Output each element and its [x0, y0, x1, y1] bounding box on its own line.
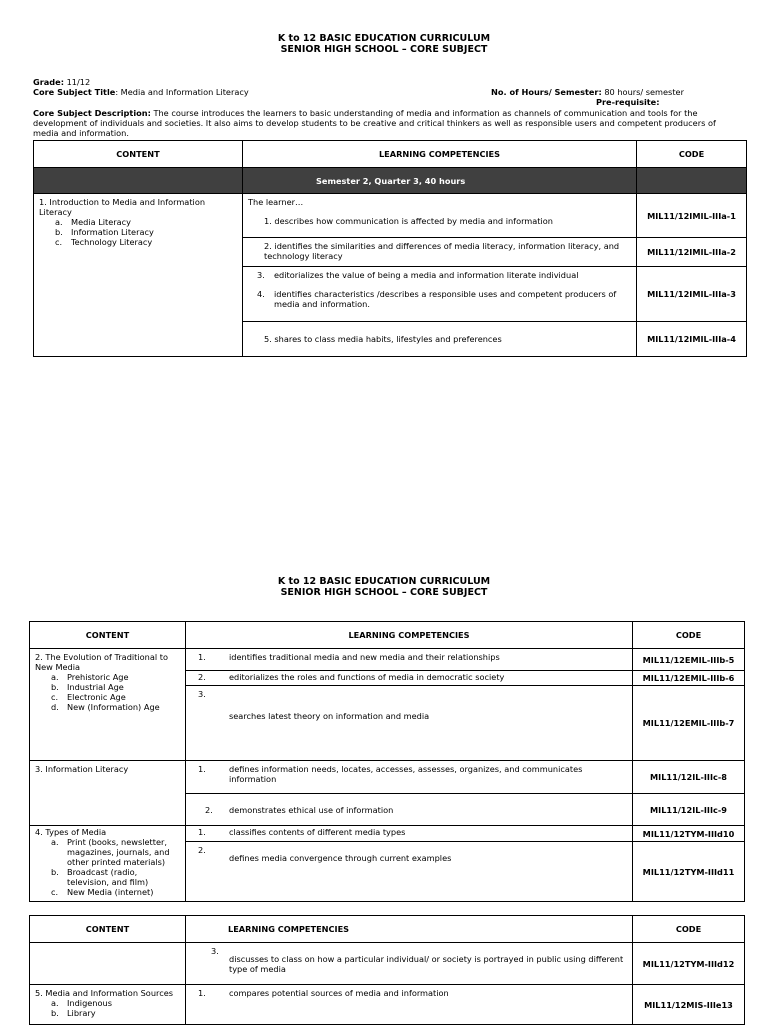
competency-cell — [186, 671, 633, 686]
content-cell-blank — [30, 943, 186, 985]
list-item: a. Prehistoric Age — [51, 672, 129, 682]
subject-title-label: Core Subject Title — [33, 87, 116, 97]
content-header: CONTENT — [34, 141, 243, 168]
prerequisite-label: Pre-requisite: — [596, 97, 660, 107]
content2-title: 2. The Evolution of Traditional to New Media — [35, 652, 168, 672]
list-item: a. Indigenous — [51, 998, 112, 1008]
description-label: Core Subject Description: — [33, 108, 151, 118]
semester-code-blank — [637, 168, 747, 194]
hours-value: 80 hours/ semester — [604, 87, 684, 97]
code-cell: MIL11/12TYM-IIId10 — [633, 826, 745, 842]
competency-1-text: 1. describes how communication is affected by media and information — [264, 216, 553, 226]
competency-3: 3. editorializes the value of being a media and information literate individual — [257, 270, 579, 280]
content5-list — [35, 998, 180, 1018]
content-cell-5 — [30, 985, 186, 1025]
content-header: CONTENT — [30, 622, 186, 649]
page1-title-line2: SENIOR HIGH SCHOOL – CORE SUBJECT — [280, 43, 488, 55]
list-item: b. Broadcast (radio, television, and film) — [51, 867, 149, 887]
list-item: d. New (Information) Age — [51, 702, 160, 712]
competency-cell — [186, 649, 633, 671]
page2-title — [0, 577, 768, 599]
list-item: b. Library — [51, 1008, 96, 1018]
code-cell-3: MIL11/12IMIL-IIIa-3 — [637, 267, 747, 322]
list-item: b. Industrial Age — [51, 682, 124, 692]
content2-list — [35, 672, 180, 712]
page2-title-line1: K to 12 BASIC EDUCATION CURRICULUM — [277, 576, 491, 587]
code-cell: MIL11/12MIS-IIIe13 — [633, 985, 745, 1025]
code-cell-5: MIL11/12IMIL-IIIa-4 — [637, 322, 747, 357]
page1-title-line1: K to 12 BASIC EDUCATION CURRICULUM — [277, 33, 491, 44]
competency-item: 1. defines information needs, locates, accesses, assesses, organizes, and communicates information — [198, 764, 583, 784]
list-item: c. Technology Literacy — [55, 237, 153, 247]
code-cell: MIL11/12EMIL-IIIb-5 — [633, 649, 745, 671]
page2-title-line2: SENIOR HIGH SCHOOL – CORE SUBJECT — [280, 586, 488, 598]
grade-label: Grade: — [33, 77, 64, 87]
competency-5-text: 5. shares to class media habits, lifestyles and preferences — [264, 334, 502, 344]
grade-value: 11/12 — [66, 77, 91, 87]
content1-title: 1. Introduction to Media and Information Literacy — [39, 197, 206, 217]
competency-cell — [186, 943, 633, 985]
grade-line — [33, 77, 90, 87]
list-item: a. Media Literacy — [55, 217, 132, 227]
code-cell: MIL11/12TYM-IIId11 — [633, 842, 745, 902]
competency-2-text: 2. identifies the similarities and differences of media literacy, information literacy, and technology literacy — [264, 241, 620, 261]
content4-list — [35, 837, 180, 897]
code-cell: MIL11/12EMIL-IIIb-7 — [633, 686, 745, 761]
competency-item: 3. searches latest theory on information and media — [198, 689, 430, 721]
subject-description — [33, 108, 735, 138]
content1-list — [39, 217, 237, 247]
content-cell-3 — [30, 761, 186, 826]
competency-item: 2. editorializes the roles and functions of media in democratic society — [198, 672, 505, 682]
competency-cell-3 — [243, 267, 637, 322]
competencies-header: LEARNING COMPETENCIES — [186, 622, 633, 649]
code-cell: MIL11/12TYM-IIId12 — [633, 943, 745, 985]
list-item: c. New Media (internet) — [51, 887, 154, 897]
competency-cell-5 — [243, 322, 637, 357]
code-header: CODE — [633, 916, 745, 943]
code-cell-1: MIL11/12IMIL-IIIa-1 — [637, 194, 747, 238]
content-header: CONTENT — [30, 916, 186, 943]
competency-item: 1. identifies traditional media and new media and their relationships — [198, 652, 500, 662]
content-cell-4 — [30, 826, 186, 902]
subject-title-value: : Media and Information Literacy — [115, 87, 249, 97]
competency-cell-1 — [243, 194, 637, 238]
competency-4: 4. identifies characteristics /describes a responsible uses and competent producers of media and information. — [257, 289, 617, 309]
learner-intro: The learner… — [248, 197, 304, 207]
list-item: b. Information Literacy — [55, 227, 154, 237]
code-cell: MIL11/12EMIL-IIIb-6 — [633, 671, 745, 686]
curriculum-table-2 — [29, 621, 745, 902]
curriculum-table-1 — [33, 140, 747, 357]
competency-cell — [186, 761, 633, 794]
competency-cell — [186, 794, 633, 826]
competency-item: 1. classifies contents of different media types — [198, 827, 406, 837]
content4-title: 4. Types of Media — [35, 827, 107, 837]
code-header: CODE — [637, 141, 747, 168]
semester-label: Semester 2, Quarter 3, 40 hours — [243, 168, 637, 194]
competencies-header: LEARNING COMPETENCIES — [186, 916, 633, 943]
hours-label: No. of Hours/ Semester: — [491, 87, 602, 97]
semester-blank-cell — [34, 168, 243, 194]
competency-cell — [186, 985, 633, 1025]
list-item: a. Print (books, newsletter, magazines, journals, and other printed materials) — [51, 837, 170, 867]
description-text: The course introduces the learners to basic understanding of media and information as channels of communication and tools for the development of individuals and societies. It also aims to develop students to be creative and critical thinkers as well as responsible users and competent producers of media and information. — [33, 108, 716, 138]
competency-item: 2. defines media convergence through current examples — [198, 845, 452, 863]
code-cell-2: MIL11/12IMIL-IIIa-2 — [637, 238, 747, 267]
competency-cell-2 — [243, 238, 637, 267]
code-cell: MIL11/12IL-IIIc-8 — [633, 761, 745, 794]
content3-title: 3. Information Literacy — [35, 764, 129, 774]
content5-title: 5. Media and Information Sources — [35, 988, 173, 998]
competency-cell — [186, 842, 633, 902]
competency-cell — [186, 826, 633, 842]
list-item: c. Electronic Age — [51, 692, 126, 702]
content-cell-1 — [34, 194, 243, 357]
content-cell-2 — [30, 649, 186, 761]
competency-item: 2. demonstrates ethical use of information — [205, 804, 394, 815]
competency-item: 1. compares potential sources of media and information — [198, 988, 449, 998]
curriculum-table-3 — [29, 915, 745, 1025]
competency-item: 3. discusses to class on how a particular individual/ or society is portrayed in public using different type of media — [211, 946, 624, 974]
competency-cell — [186, 686, 633, 761]
subject-title-line — [33, 87, 249, 97]
page1-title — [0, 34, 768, 56]
code-cell: MIL11/12IL-IIIc-9 — [633, 794, 745, 826]
code-header: CODE — [633, 622, 745, 649]
hours-line — [491, 87, 684, 97]
competencies-header: LEARNING COMPETENCIES — [243, 141, 637, 168]
